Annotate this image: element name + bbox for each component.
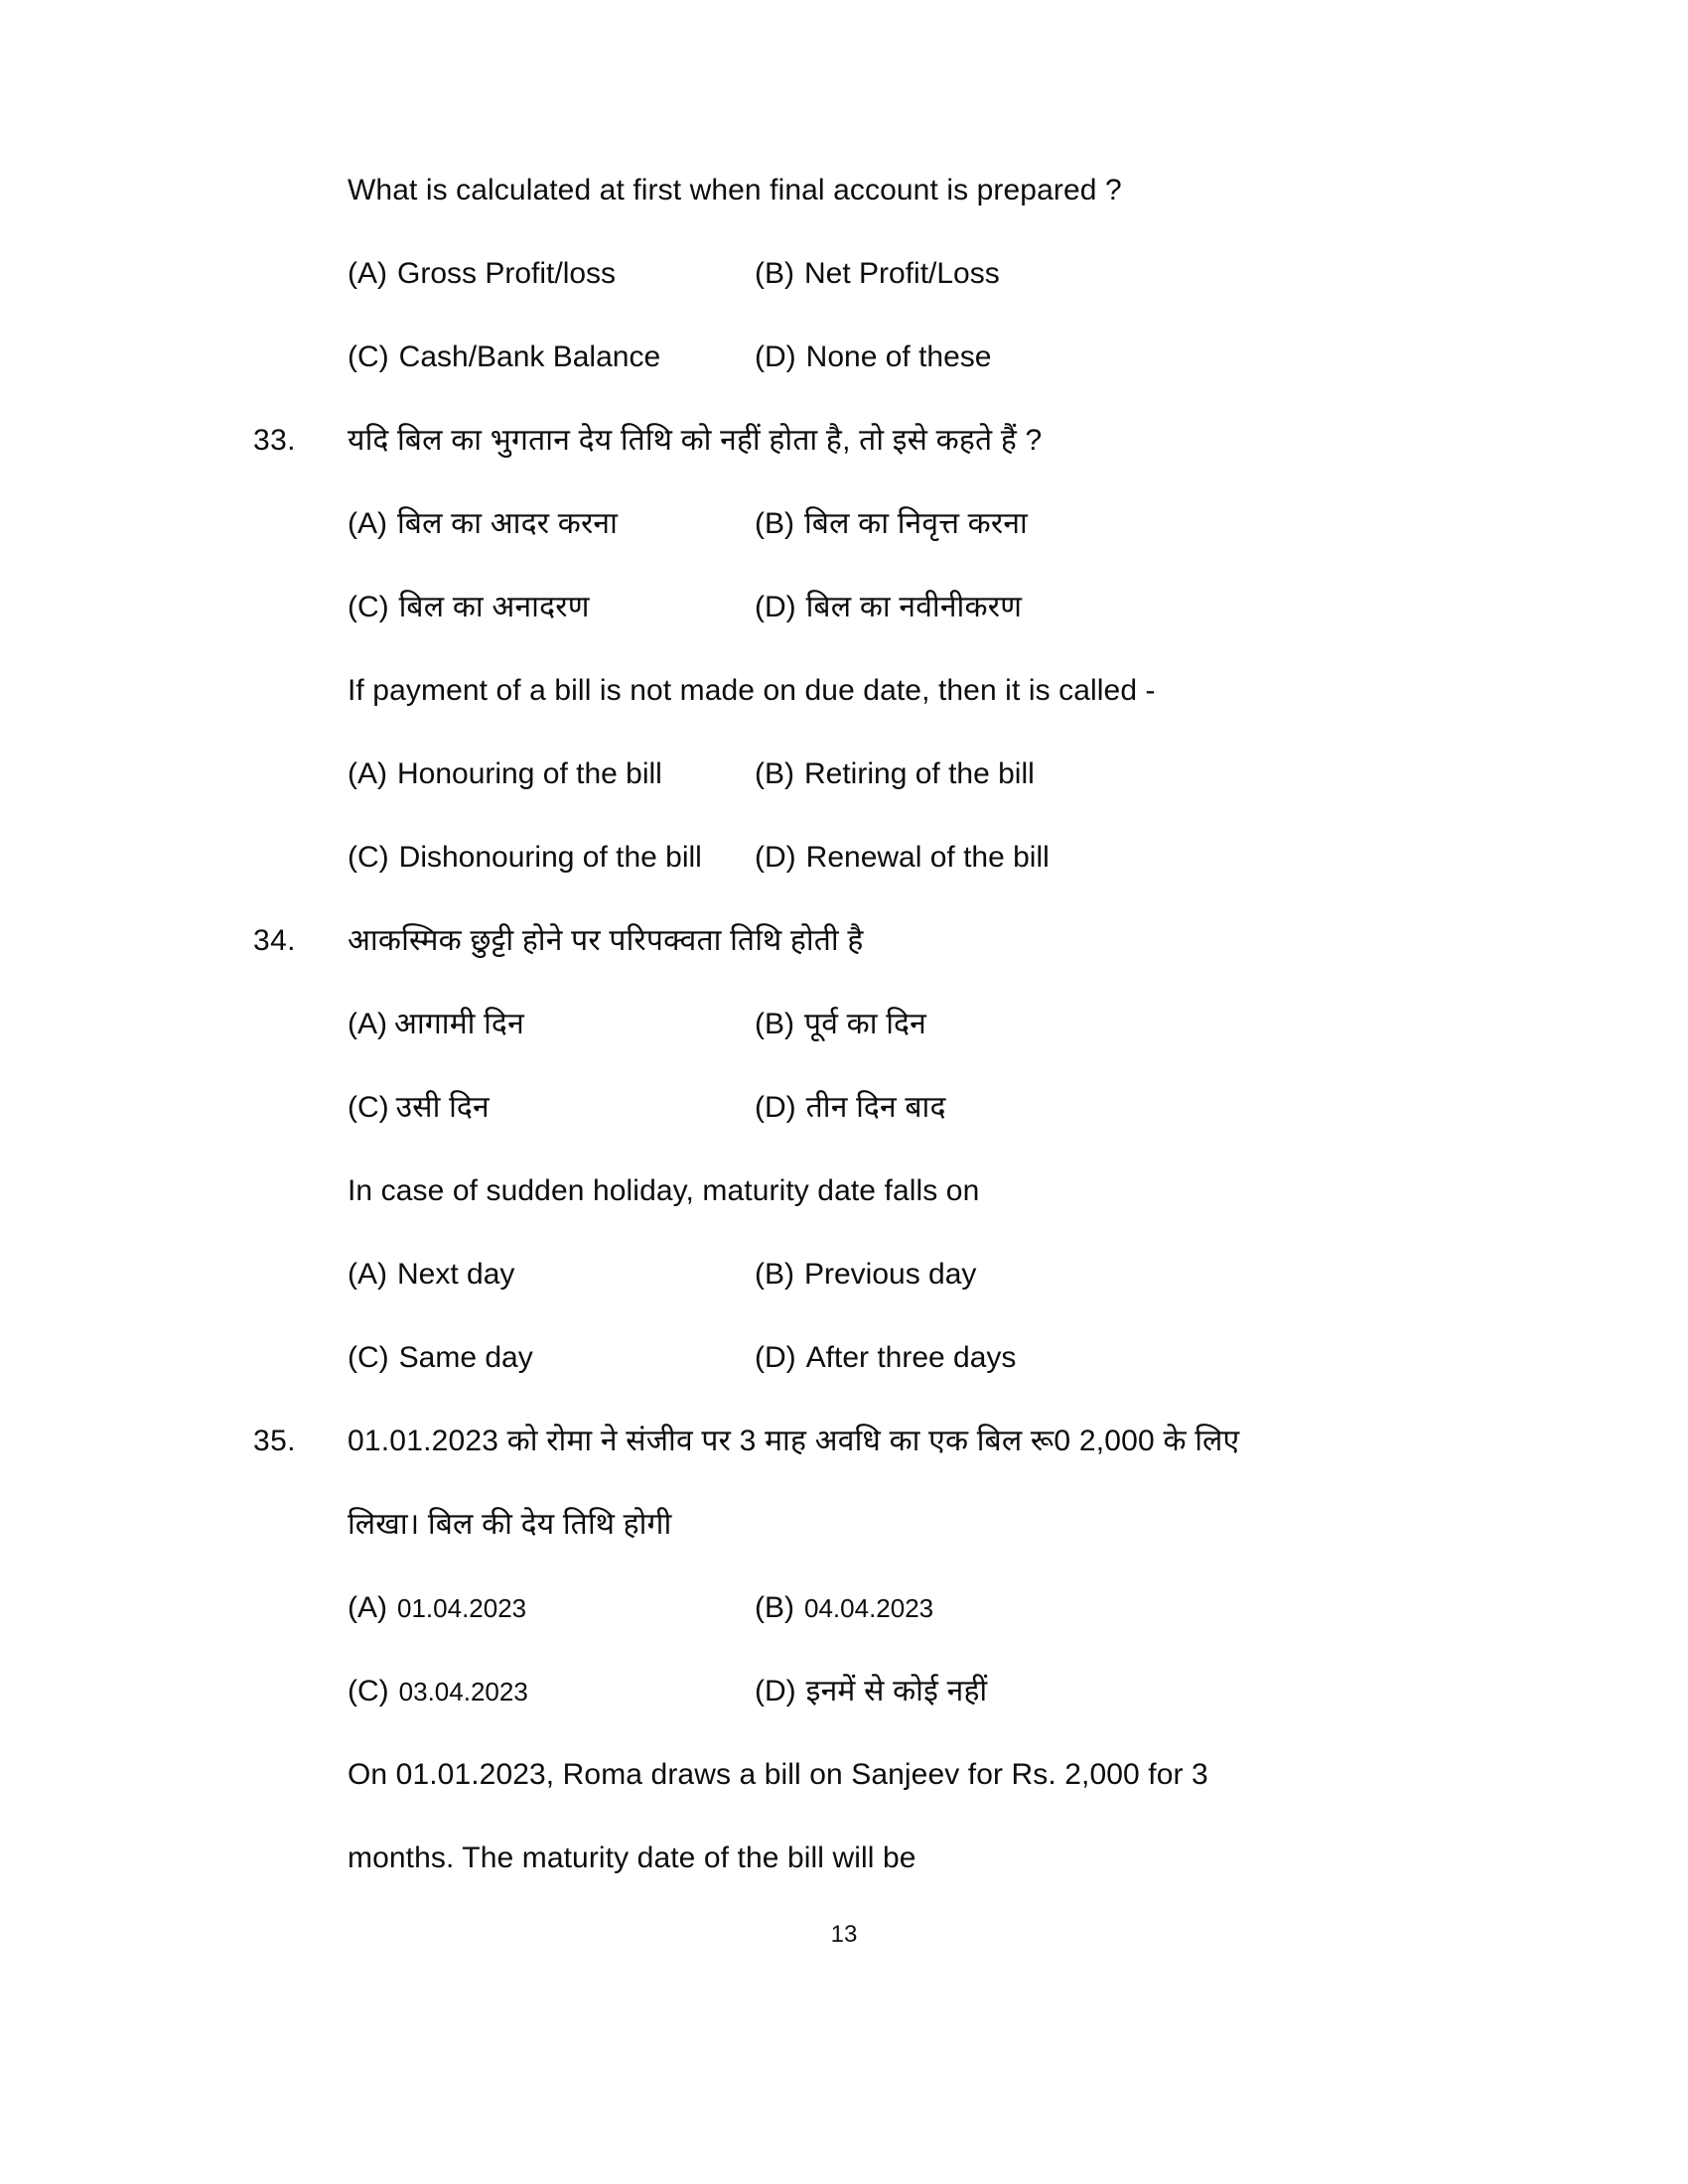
option-tag: (A) [348, 507, 387, 540]
option-b[interactable] [755, 232, 1494, 316]
question-stem-english-line2: months. The maturity date of the bill will be [348, 1842, 916, 1874]
option-text: उसी दिन [395, 1091, 490, 1124]
question-block-33 [253, 399, 1494, 899]
option-tag: (B) [755, 1008, 794, 1040]
option-tag: (A) [348, 757, 387, 790]
option-a[interactable] [348, 482, 755, 566]
option-tag: (B) [755, 1258, 794, 1291]
option-tag: (C) [348, 1091, 389, 1124]
option-c[interactable] [348, 1066, 755, 1150]
option-a[interactable] [348, 1233, 755, 1316]
option-tag: (C) [348, 341, 389, 373]
option-tag: (B) [755, 507, 794, 540]
question-stem-hindi-line2: लिखा। बिल की देय तिथि होगी [348, 1508, 672, 1541]
option-tag: (C) [348, 1675, 389, 1707]
option-tag: (D) [755, 591, 796, 623]
option-text: 03.04.2023 [398, 1677, 528, 1706]
option-row [348, 1233, 1494, 1316]
question-stem-hindi-line1: 01.01.2023 को रोमा ने संजीव पर 3 माह अवधि का एक बिल रू0 2,000 के लिए [348, 1425, 1240, 1457]
question-body [348, 399, 1494, 899]
option-row [348, 232, 1494, 316]
option-text: बिल का अनादरण [398, 591, 590, 623]
option-a[interactable] [348, 733, 755, 816]
option-b[interactable] [755, 1567, 1494, 1650]
option-text: 01.04.2023 [397, 1593, 527, 1623]
option-d[interactable] [755, 566, 1494, 649]
option-text: Gross Profit/loss [397, 257, 617, 290]
question-stem-english: What is calculated at first when final account is prepared ? [348, 174, 1122, 206]
option-d[interactable] [755, 316, 1494, 399]
option-a[interactable] [348, 232, 755, 316]
option-b[interactable] [755, 1233, 1494, 1316]
option-row [348, 816, 1494, 899]
option-text: तीन दिन बाद [805, 1091, 946, 1124]
question-number: 33. [253, 424, 296, 457]
option-row [348, 1650, 1494, 1733]
option-text: After three days [805, 1341, 1017, 1374]
option-tag: (C) [348, 591, 389, 623]
option-text: बिल का आदर करना [397, 507, 619, 540]
option-text: Retiring of the bill [804, 757, 1035, 790]
question-number: 35. [253, 1425, 296, 1457]
option-tag: (A) [348, 1591, 387, 1624]
question-stem-english-line1: On 01.01.2023, Roma draws a bill on Sanjeev for Rs. 2,000 for 3 [348, 1758, 1208, 1791]
question-block-35 [253, 1400, 1494, 1900]
option-tag: (D) [755, 1341, 796, 1374]
option-c[interactable] [348, 1316, 755, 1400]
option-row [348, 482, 1494, 566]
option-text: None of these [805, 341, 992, 373]
option-row [348, 316, 1494, 399]
option-b[interactable] [755, 733, 1494, 816]
question-block-34 [253, 899, 1494, 1400]
question-stem-english: In case of sudden holiday, maturity date falls on [348, 1174, 980, 1207]
option-tag: (D) [755, 1675, 796, 1707]
question-list [253, 149, 1494, 1900]
question-body [348, 1400, 1494, 1900]
option-c[interactable] [348, 816, 755, 899]
option-d[interactable] [755, 1316, 1494, 1400]
option-tag: (D) [755, 341, 796, 373]
question-stem-hindi: यदि बिल का भुगतान देय तिथि को नहीं होता है, तो इसे कहते हैं ? [348, 424, 1043, 457]
question-block-32 [253, 149, 1494, 399]
option-tag: (A) [348, 1258, 387, 1291]
question-body [348, 149, 1494, 399]
option-text: आगामी दिन [394, 1008, 524, 1040]
option-d[interactable] [755, 1650, 1494, 1733]
option-row [348, 566, 1494, 649]
option-a[interactable] [348, 1567, 755, 1650]
option-tag: (D) [755, 841, 796, 874]
question-stem-hindi: आकस्मिक छुट्टी होने पर परिपक्वता तिथि होती है [348, 924, 864, 957]
option-row [348, 1066, 1494, 1150]
option-c[interactable] [348, 566, 755, 649]
option-row [348, 1567, 1494, 1650]
option-tag: (B) [755, 257, 794, 290]
option-text: 04.04.2023 [804, 1593, 934, 1623]
option-text: बिल का निवृत्त करना [804, 507, 1029, 540]
option-tag: (B) [755, 757, 794, 790]
option-a[interactable] [348, 983, 755, 1066]
option-c[interactable] [348, 1650, 755, 1733]
option-tag: (C) [348, 1341, 389, 1374]
page-number: 13 [830, 1921, 858, 1948]
option-row [348, 983, 1494, 1066]
option-text: Next day [397, 1258, 515, 1291]
option-text: Dishonouring of the bill [398, 841, 702, 874]
question-stem-english: If payment of a bill is not made on due date, then it is called - [348, 674, 1156, 707]
option-text: इनमें से कोई नहीं [805, 1675, 988, 1707]
option-tag: (C) [348, 841, 389, 874]
question-body [348, 899, 1494, 1400]
option-row [348, 733, 1494, 816]
option-text: Previous day [804, 1258, 977, 1291]
option-text: Honouring of the bill [397, 757, 662, 790]
option-text: Net Profit/Loss [804, 257, 1000, 290]
option-d[interactable] [755, 816, 1494, 899]
option-d[interactable] [755, 1066, 1494, 1150]
option-text: Renewal of the bill [805, 841, 1050, 874]
option-tag: (B) [755, 1591, 794, 1624]
option-tag: (A) [348, 257, 387, 290]
option-text: पूर्व का दिन [804, 1008, 926, 1040]
option-row [348, 1316, 1494, 1400]
option-b[interactable] [755, 983, 1494, 1066]
option-tag: (D) [755, 1091, 796, 1124]
option-c[interactable] [348, 316, 755, 399]
question-number: 34. [253, 924, 296, 957]
option-b[interactable] [755, 482, 1494, 566]
option-text: Same day [398, 1341, 533, 1374]
option-text: बिल का नवीनीकरण [805, 591, 1023, 623]
option-text: Cash/Bank Balance [398, 341, 661, 373]
option-tag: (A) [348, 1008, 387, 1040]
